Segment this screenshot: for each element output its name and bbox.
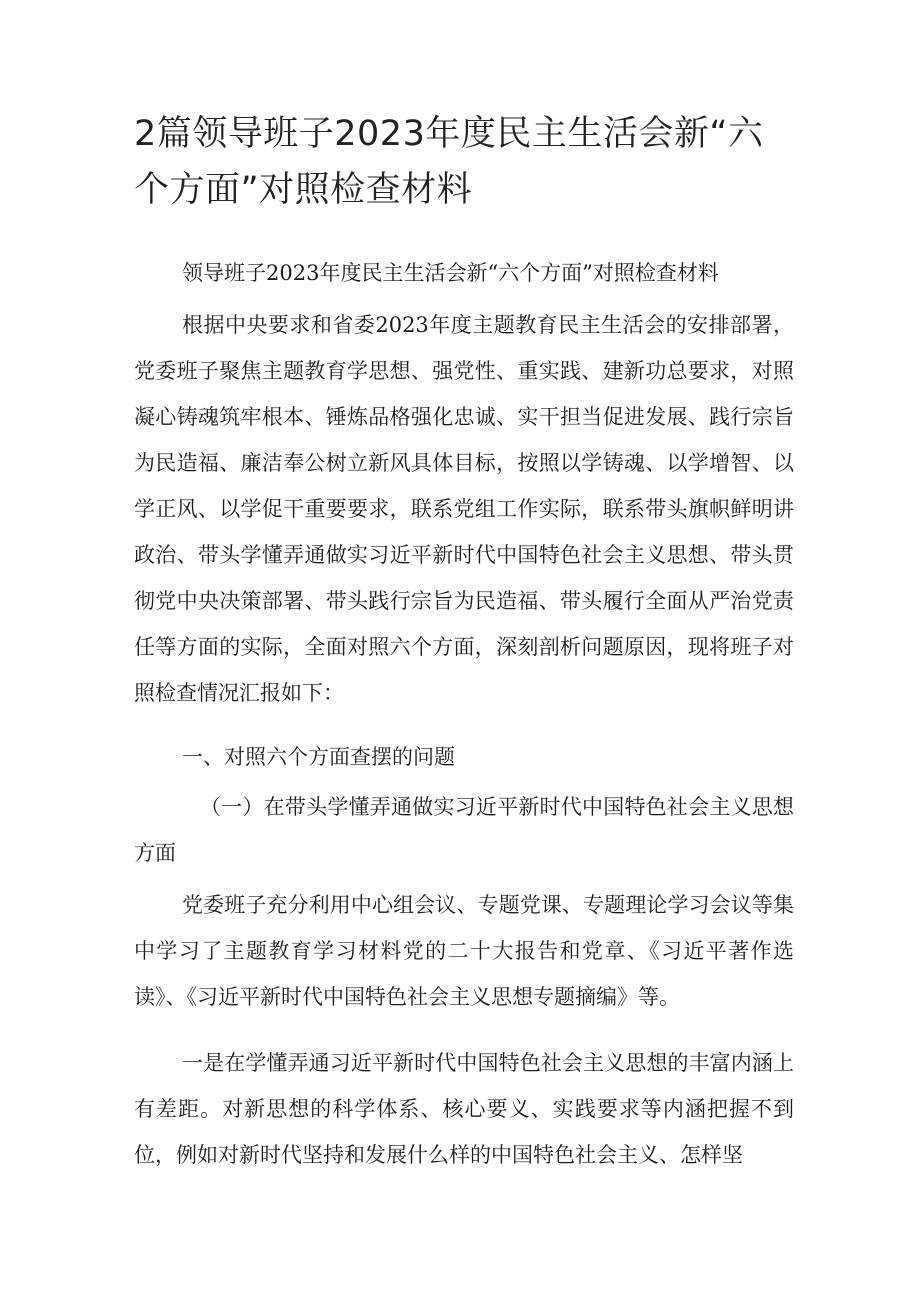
paragraph-2: 一是在学懂弄通习近平新时代中国特色社会主义思想的丰富内涵上有差距。对新思想的科学体系、核心要义、实践要求等内涵把握不到位，例如对新时代坚持和发展什么样的中国特色社会主义、怎样坚 [134, 1051, 794, 1167]
subsection-heading-1: （一）在带头学懂弄通做实习近平新时代中国特色社会主义思想方面 [134, 795, 794, 865]
intro-paragraph: 根据中央要求和省委2023年度主题教育民主生活会的安排部署，党委班子聚焦主题教育学思想、强党性、重实践、建新功总要求，对照凝心铸魂筑牢根本、锤炼品格强化忠诚、实干担当促进发展、践行宗旨为民造福、廉洁奉公树立新风具体目标，按照以学铸魂、以学增智、以学正风、以学促干重要要求，联系党组工作实际，联系带头旗帜鲜明讲政治、带头学懂弄通做实习近平新时代中国特色社会主义思想、带头贯彻党中央决策部署、带头践行宗旨为民造福、带头履行全面从严治党责任等方面的实际，全面对照六个方面，深刻剖析问题原因，现将班子对照检查情况汇报如下： [134, 313, 794, 705]
document-title: 2篇领导班子2023年度民主生活会新“六个方面”对照检查材料 [134, 114, 764, 210]
section-heading-1: 一、对照六个方面查摆的问题 [182, 745, 455, 769]
paragraph-1: 党委班子充分利用中心组会议、专题党课、专题理论学习会议等集中学习了主题教育学习材料党的二十大报告和党章、《习近平著作选读》、《习近平新时代中国特色社会主义思想专题摘编》等。 [134, 893, 794, 1009]
document-subtitle: 领导班子2023年度民主生活会新“六个方面”对照检查材料 [182, 261, 719, 285]
